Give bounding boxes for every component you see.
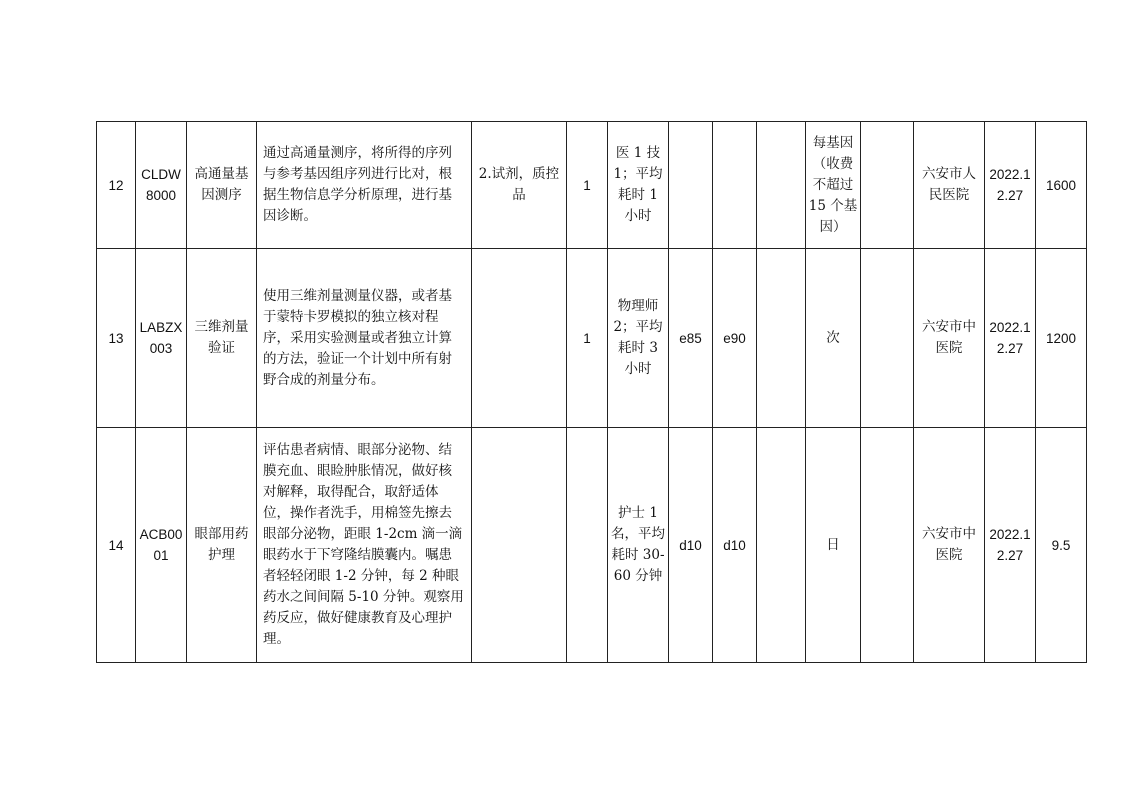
price: 1200 — [1036, 249, 1087, 428]
quantity — [567, 428, 608, 663]
staff-time: 医 1 技 1；平均耗时 1 小时 — [608, 122, 669, 249]
item-code: ACB0001 — [136, 428, 187, 663]
approval-date: 2022.12.27 — [985, 249, 1036, 428]
table-row — [97, 122, 1087, 249]
price: 9.5 — [1036, 428, 1087, 663]
excluded-content — [472, 428, 567, 663]
item-description: 使用三维剂量测量仪器，或者基于蒙特卡罗模拟的独立核对程序，采用实验测量或者独立计算的方法，验证一个计划中所有射野合成的剂量分布。 — [257, 249, 472, 428]
fee-schedule-table — [96, 121, 1087, 663]
column-a: e85 — [669, 249, 713, 428]
column-a — [669, 122, 713, 249]
column-a: d10 — [669, 428, 713, 663]
table-row — [97, 249, 1087, 428]
column-b: e90 — [713, 249, 757, 428]
item-name: 三维剂量验证 — [187, 249, 257, 428]
approval-date: 2022.12.27 — [985, 122, 1036, 249]
row-index: 12 — [97, 122, 136, 249]
item-name: 眼部用药护理 — [187, 428, 257, 663]
note — [861, 249, 914, 428]
item-description: 通过高通量测序，将所得的序列与参考基因组序列进行比对，根据生物信息学分析原理，进行基因诊断。 — [257, 122, 472, 249]
pricing-unit: 每基因（收费不超过 15 个基因） — [806, 122, 861, 249]
item-code: LABZX003 — [136, 249, 187, 428]
hospital-name: 六安市人民医院 — [914, 122, 985, 249]
staff-time: 护士 1 名，平均耗时 30-60 分钟 — [608, 428, 669, 663]
column-c — [757, 428, 806, 663]
hospital-name: 六安市中医院 — [914, 428, 985, 663]
staff-time: 物理师 2；平均耗时 3 小时 — [608, 249, 669, 428]
pricing-unit: 次 — [806, 249, 861, 428]
column-c — [757, 249, 806, 428]
item-name: 高通量基因测序 — [187, 122, 257, 249]
table-row — [97, 428, 1087, 663]
quantity: 1 — [567, 122, 608, 249]
column-b: d10 — [713, 428, 757, 663]
pricing-unit: 日 — [806, 428, 861, 663]
row-index: 14 — [97, 428, 136, 663]
row-index: 13 — [97, 249, 136, 428]
note — [861, 122, 914, 249]
quantity: 1 — [567, 249, 608, 428]
item-description: 评估患者病情、眼部分泌物、结膜充血、眼睑肿胀情况，做好核对解释，取得配合，取舒适体位，操作者洗手，用棉签先擦去眼部分泌物，距眼 1-2cm 滴一滴眼药水于下穹隆结膜囊内。嘱患者轻轻闭眼 1-2 分钟，每 2 种眼药水之间间隔 5-10 分钟。观察用药反应，做好健康教育及心理护理。 — [257, 428, 472, 663]
excluded-content — [472, 249, 567, 428]
hospital-name: 六安市中医院 — [914, 249, 985, 428]
price: 1600 — [1036, 122, 1087, 249]
column-b — [713, 122, 757, 249]
note — [861, 428, 914, 663]
approval-date: 2022.12.27 — [985, 428, 1036, 663]
item-code: CLDW8000 — [136, 122, 187, 249]
excluded-content: 2.试剂，质控品 — [472, 122, 567, 249]
column-c — [757, 122, 806, 249]
